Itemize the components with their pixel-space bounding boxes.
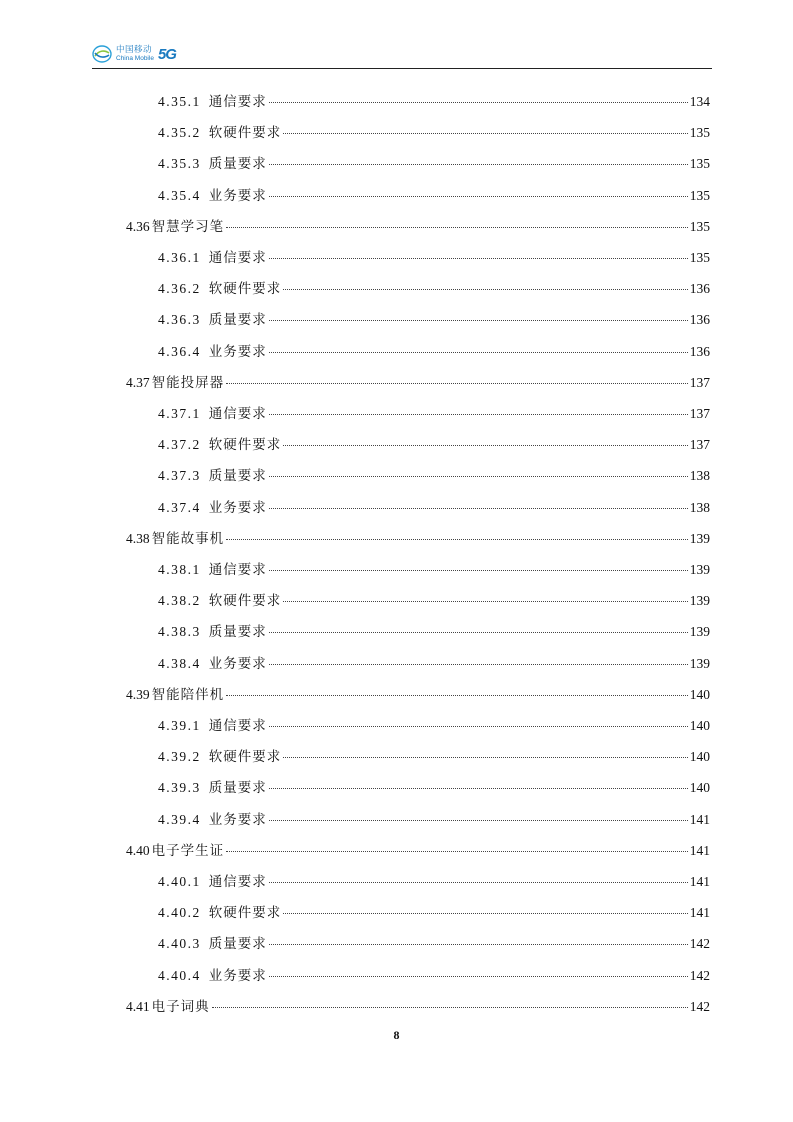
toc-subsection-entry[interactable] — [158, 776, 710, 798]
toc-dot-leader — [269, 944, 688, 945]
toc-dot-leader — [269, 976, 688, 977]
toc-dot-leader — [283, 133, 688, 134]
toc-subsection-entry[interactable] — [158, 964, 710, 986]
toc-entry-title: 业务要求 — [208, 187, 267, 204]
toc-entry-title: 智能投屏器 — [151, 374, 225, 391]
toc-entry-page: 138 — [689, 468, 710, 484]
toc-entry-page: 141 — [689, 874, 710, 889]
toc-entry-number: 4.38.4 — [158, 655, 201, 671]
toc-entry-number: 4.38.1 — [158, 562, 201, 577]
toc-section-entry[interactable] — [126, 683, 710, 705]
toc-section-entry[interactable] — [126, 995, 710, 1017]
china-mobile-logo — [92, 44, 176, 64]
toc-entry-title: 质量要求 — [208, 156, 267, 173]
toc-dot-leader — [269, 476, 688, 477]
toc-dot-leader — [226, 851, 688, 852]
toc-dot-leader — [283, 913, 688, 914]
toc-entry-page: 135 — [689, 250, 710, 265]
toc-entry-page: 134 — [689, 94, 710, 109]
toc-entry-title: 通信要求 — [208, 562, 267, 578]
toc-entry-page: 138 — [689, 499, 710, 515]
toc-subsection-entry[interactable] — [158, 558, 710, 580]
toc-subsection-entry[interactable] — [158, 340, 710, 362]
toc-dot-leader — [226, 227, 688, 228]
toc-entry-number: 4.41 — [126, 998, 150, 1014]
toc-entry-number: 4.36 — [126, 218, 150, 234]
toc-entry-page: 136 — [689, 343, 710, 359]
toc-entry-number: 4.39.4 — [158, 811, 201, 827]
toc-entry-title: 软硬件要求 — [208, 593, 282, 610]
toc-entry-page: 141 — [689, 905, 710, 921]
toc-entry-number: 4.35.3 — [158, 156, 201, 172]
toc-entry-title: 电子学生证 — [151, 842, 225, 859]
toc-entry-number: 4.37.3 — [158, 468, 201, 484]
toc-subsection-entry[interactable] — [158, 121, 710, 143]
toc-entry-page: 135 — [689, 156, 710, 172]
toc-entry-page: 135 — [689, 125, 710, 141]
toc-subsection-entry[interactable] — [158, 433, 710, 455]
toc-entry-number: 4.38.3 — [158, 624, 201, 640]
toc-entry-number: 4.36.4 — [158, 343, 201, 359]
toc-entry-title: 通信要求 — [208, 250, 267, 266]
toc-dot-leader — [269, 726, 688, 727]
toc-entry-number: 4.40.4 — [158, 967, 201, 983]
toc-entry-title: 业务要求 — [208, 655, 267, 672]
toc-dot-leader — [269, 788, 688, 789]
toc-entry-title: 质量要求 — [208, 624, 267, 641]
toc-subsection-entry[interactable] — [158, 808, 710, 830]
toc-entry-title: 业务要求 — [208, 967, 267, 984]
toc-entry-title: 通信要求 — [208, 718, 267, 734]
toc-dot-leader — [269, 352, 688, 353]
logo-5g-badge: 5G — [157, 45, 176, 63]
toc-subsection-entry[interactable] — [158, 277, 710, 299]
toc-dot-leader — [269, 164, 688, 165]
header-rule — [92, 68, 712, 69]
toc-entry-number: 4.39.3 — [158, 780, 201, 796]
toc-dot-leader — [283, 601, 688, 602]
china-mobile-logo-icon — [92, 44, 112, 64]
toc-entry-number: 4.37 — [126, 374, 150, 390]
toc-entry-number: 4.40.2 — [158, 905, 201, 921]
toc-entry-number: 4.37.4 — [158, 499, 201, 515]
toc-entry-page: 136 — [689, 312, 710, 328]
toc-subsection-entry[interactable] — [158, 308, 710, 330]
toc-dot-leader — [269, 414, 688, 415]
toc-entry-number: 4.35.4 — [158, 187, 201, 203]
toc-entry-page: 142 — [689, 936, 710, 952]
toc-section-entry[interactable] — [126, 527, 710, 549]
toc-subsection-entry[interactable] — [158, 589, 710, 611]
toc-entry-page: 136 — [689, 281, 710, 297]
toc-section-entry[interactable] — [126, 839, 710, 861]
toc-entry-page: 137 — [689, 406, 710, 421]
toc-dot-leader — [269, 102, 688, 103]
toc-entry-page: 139 — [689, 562, 710, 577]
toc-entry-number: 4.38.2 — [158, 593, 201, 609]
toc-subsection-entry[interactable] — [158, 152, 710, 174]
toc-entry-page: 135 — [689, 218, 710, 234]
toc-entry-title: 电子词典 — [151, 998, 210, 1015]
toc-entry-title: 质量要求 — [208, 780, 267, 797]
toc-entry-number: 4.35.2 — [158, 125, 201, 141]
toc-entry-title: 业务要求 — [208, 343, 267, 360]
toc-entry-title: 通信要求 — [208, 406, 267, 422]
toc-subsection-entry[interactable] — [158, 464, 710, 486]
toc-dot-leader — [226, 695, 688, 696]
toc-dot-leader — [269, 196, 688, 197]
toc-entry-title: 智能故事机 — [151, 530, 225, 547]
toc-entry-number: 4.39 — [126, 686, 150, 702]
toc-entry-title: 质量要求 — [208, 936, 267, 953]
toc-dot-leader — [283, 445, 688, 446]
toc-entry-title: 通信要求 — [208, 874, 267, 890]
toc-entry-page: 135 — [689, 187, 710, 203]
toc-subsection-entry[interactable] — [158, 620, 710, 642]
page-header — [92, 44, 712, 70]
toc-entry-title: 通信要求 — [208, 94, 267, 110]
toc-entry-page: 140 — [689, 780, 710, 796]
logo-chinese-name: 中国移动 — [116, 45, 153, 55]
toc-entry-title: 软硬件要求 — [208, 749, 282, 766]
toc-subsection-entry[interactable] — [158, 932, 710, 954]
toc-entry-number: 4.39.1 — [158, 718, 201, 733]
toc-dot-leader — [269, 258, 688, 259]
toc-subsection-entry[interactable] — [158, 652, 710, 674]
toc-dot-leader — [269, 320, 688, 321]
toc-dot-leader — [269, 882, 688, 883]
toc-dot-leader — [283, 757, 688, 758]
toc-entry-page: 140 — [689, 749, 710, 765]
toc-entry-page: 140 — [689, 718, 710, 733]
toc-entry-page: 137 — [689, 437, 710, 453]
toc-entry-page: 141 — [689, 811, 710, 827]
toc-entry-number: 4.35.1 — [158, 94, 201, 109]
toc-entry-page: 139 — [689, 655, 710, 671]
toc-entry-title: 质量要求 — [208, 468, 267, 485]
toc-section-entry[interactable] — [126, 215, 710, 237]
toc-subsection-entry[interactable] — [158, 714, 710, 736]
toc-entry-number: 4.36.2 — [158, 281, 201, 297]
toc-subsection-entry[interactable] — [158, 745, 710, 767]
toc-entry-title: 质量要求 — [208, 312, 267, 329]
page-number: 8 — [393, 1028, 400, 1042]
toc-subsection-entry[interactable] — [158, 246, 710, 268]
toc-entry-number: 4.40.3 — [158, 936, 201, 952]
toc-entry-page: 142 — [689, 967, 710, 983]
toc-entry-page: 139 — [689, 593, 710, 609]
toc-subsection-entry[interactable] — [158, 901, 710, 923]
toc-entry-title: 业务要求 — [208, 499, 267, 516]
toc-dot-leader — [269, 632, 688, 633]
toc-dot-leader — [269, 664, 688, 665]
toc-dot-leader — [269, 820, 688, 821]
toc-entry-number: 4.40 — [126, 842, 150, 858]
toc-entry-title: 软硬件要求 — [208, 437, 282, 454]
toc-dot-leader — [212, 1007, 688, 1008]
toc-entry-number: 4.36.1 — [158, 250, 201, 265]
toc-entry-number: 4.40.1 — [158, 874, 201, 889]
toc-dot-leader — [269, 570, 688, 571]
toc-entry-number: 4.38 — [126, 530, 150, 546]
toc-subsection-entry[interactable] — [158, 90, 710, 112]
toc-entry-page: 137 — [689, 374, 710, 390]
toc-entry-title: 智慧学习笔 — [151, 218, 225, 235]
toc-entry-number: 4.37.2 — [158, 437, 201, 453]
toc-subsection-entry[interactable] — [158, 184, 710, 206]
toc-entry-number: 4.37.1 — [158, 406, 201, 421]
toc-entry-page: 141 — [689, 842, 710, 858]
toc-entry-title: 业务要求 — [208, 811, 267, 828]
logo-english-name: China Mobile — [116, 54, 154, 62]
toc-entry-title: 软硬件要求 — [208, 125, 282, 142]
toc-subsection-entry[interactable] — [158, 870, 710, 892]
toc-dot-leader — [226, 383, 688, 384]
toc-entry-title: 智能陪伴机 — [151, 686, 225, 703]
toc-entry-title: 软硬件要求 — [208, 905, 282, 922]
toc-entry-title: 软硬件要求 — [208, 281, 282, 298]
toc-entry-page: 140 — [689, 686, 710, 702]
toc-dot-leader — [283, 289, 688, 290]
toc-entry-page: 142 — [689, 998, 710, 1014]
toc-subsection-entry[interactable] — [158, 402, 710, 424]
toc-entry-number: 4.39.2 — [158, 749, 201, 765]
toc-entry-page: 139 — [689, 624, 710, 640]
toc-dot-leader — [269, 508, 688, 509]
toc-dot-leader — [226, 539, 688, 540]
toc-entry-number: 4.36.3 — [158, 312, 201, 328]
toc-section-entry[interactable] — [126, 371, 710, 393]
toc-subsection-entry[interactable] — [158, 496, 710, 518]
toc-entry-page: 139 — [689, 530, 710, 546]
